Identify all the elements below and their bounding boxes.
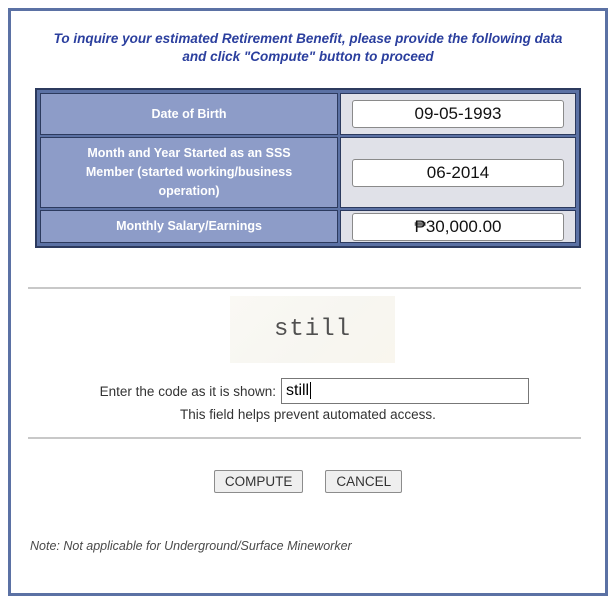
action-buttons [11, 470, 605, 493]
table-row [40, 137, 576, 208]
membership-start-input[interactable] [352, 159, 564, 187]
captcha-code-value: still [286, 382, 310, 399]
benefit-form-table [35, 88, 581, 248]
captcha-prompt-label: Enter the code as it is shown: [99, 384, 276, 399]
monthly-salary-label: Monthly Salary/Earnings [40, 210, 338, 243]
table-row [40, 210, 576, 243]
captcha-image [230, 296, 395, 363]
membership-start-cell [340, 137, 576, 208]
text-caret [310, 382, 311, 399]
captcha-text: still [273, 316, 351, 343]
captcha-code-row [11, 378, 605, 405]
captcha-help-text: This field helps prevent automated access. [180, 407, 436, 422]
page-frame [8, 8, 608, 596]
captcha-code-input[interactable] [281, 378, 529, 404]
cancel-button[interactable]: CANCEL [325, 470, 402, 493]
instructions-line-1: To inquire your estimated Retirement Benefit, please provide the following data [53, 31, 563, 46]
divider [28, 437, 581, 439]
page-instructions [11, 30, 605, 66]
table-row [40, 93, 576, 135]
monthly-salary-cell [340, 210, 576, 243]
compute-button[interactable]: COMPUTE [214, 470, 304, 493]
footer-note: Note: Not applicable for Underground/Surface Mineworker [30, 539, 352, 553]
monthly-salary-input[interactable] [352, 213, 564, 241]
date-of-birth-input[interactable] [352, 100, 564, 128]
instructions-line-2: and click "Compute" button to proceed [182, 49, 434, 64]
date-of-birth-label: Date of Birth [40, 93, 338, 135]
membership-start-label: Month and Year Started as an SSS Member (started working/business operation) [40, 137, 338, 208]
date-of-birth-cell [340, 93, 576, 135]
divider [28, 287, 581, 289]
